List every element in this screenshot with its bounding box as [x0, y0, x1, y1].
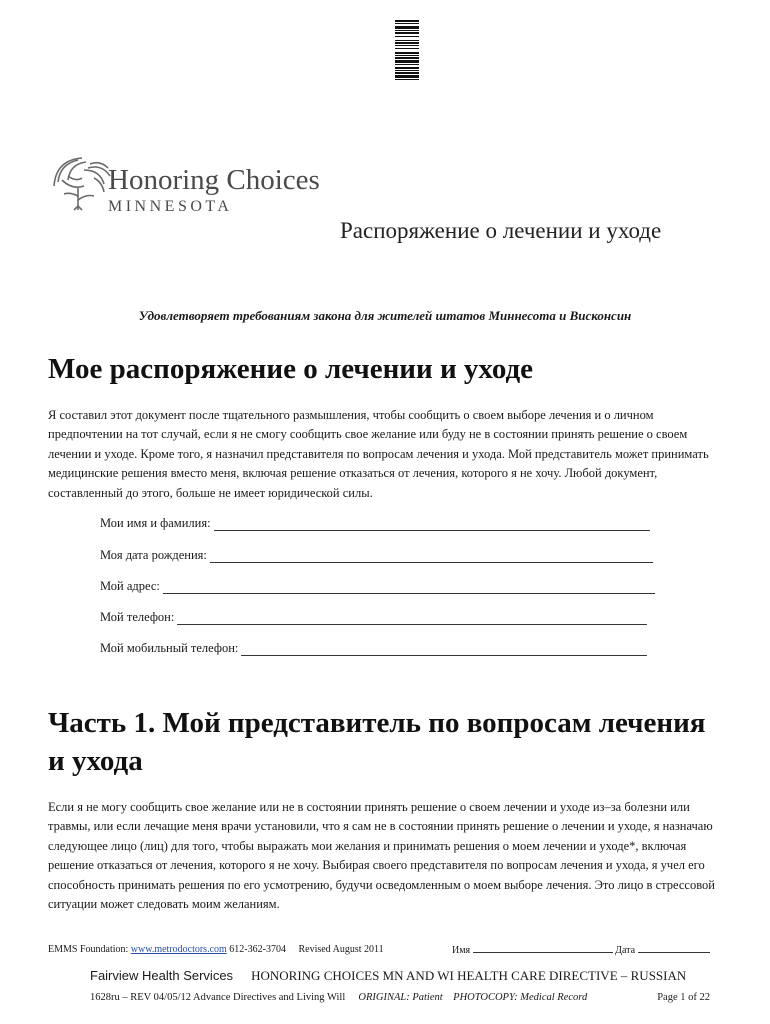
intro-paragraph: Я составил этот документ после тщательного размышления, чтобы сообщить о своем выборе лечения и о личном предпочтении на тот случай, если я не смогу сообщить свое желание или буду не в состоянии принять решение о своем лечении и уходе. Кроме того, я назначил представителя по вопросам лечения и ухода. Мой представитель может принимать медицинские решения вместо меня, включая решение отказаться от лечения, которого я не хочу. Любой документ, составленный до этого, больше не имеет юридической силы. [48, 408, 709, 500]
field-line[interactable] [177, 612, 647, 625]
footer-title-row [90, 968, 686, 984]
field-phone[interactable] [100, 610, 647, 625]
form-code: 1628ru – REV 04/05/12 Advance Directives and Living Will [90, 992, 346, 1003]
logo-state: MINNESOTA [108, 198, 233, 215]
document-title: Распоряжение о лечении и уходе [340, 218, 662, 243]
barcode [395, 20, 419, 112]
field-label: Мой телефон: [100, 610, 175, 624]
field-label: Мой адрес: [100, 579, 160, 593]
footer-emms [48, 944, 384, 955]
name-label: Имя [452, 945, 471, 956]
photocopy-note: PHOTOCOPY: Medical Record [453, 992, 588, 1003]
part1-paragraph: Если я не могу сообщить свое желание или не в состоянии принять решение о своем лечении и уходе из–за болезни или травмы, или если лечащие меня врачи установили, что я сам не в состоянии принять решение о лечении и уходе, я назначаю следующее лицо (лиц) для того, чтобы выражать мои желания и принимать решения о моем лечении и уходе*, включая решение отказаться от лечения, которого я не хочу. Выбирая своего представителя по вопросам лечения и ухода, я учел его способность принимать решения по его усмотрению, будучи осведомленным о моем выборе лечения. Это лицо в стрессовой ситуации может следовать моим желаниям. [48, 800, 715, 912]
page-number: Page 1 of 22 [657, 992, 710, 1003]
part1-heading [48, 704, 705, 780]
part1-heading-line1: Часть 1. Мой представитель по вопросам лечения [48, 707, 706, 739]
field-label: Мои имя и фамилия: [100, 516, 211, 530]
date-label: Дата [615, 945, 636, 956]
field-full-name[interactable] [100, 516, 650, 531]
org-name: Fairview Health Services [90, 968, 234, 983]
field-mobile-phone[interactable] [100, 641, 647, 656]
field-address[interactable] [100, 579, 655, 594]
footer-code-row [90, 992, 730, 1003]
part1-heading-line2: и ухода [48, 745, 143, 777]
emms-link[interactable]: www.metrodoctors.com [130, 944, 227, 955]
field-label: Мой мобильный телефон: [100, 641, 239, 655]
footer-signature [452, 944, 710, 956]
intro-heading: Мое распоряжение о лечении и уходе [48, 353, 534, 385]
revised-date: Revised August 2011 [298, 944, 384, 955]
logo-name: Honoring Choices [108, 164, 320, 196]
emms-label: EMMS Foundation: [48, 944, 129, 955]
directive-title: HONORING CHOICES MN AND WI HEALTH CARE DIRECTIVE – RUSSIAN [251, 968, 687, 983]
field-line[interactable] [241, 643, 647, 656]
field-line[interactable] [214, 518, 650, 531]
legal-subtitle: Удовлетворяет требованиям закона для жителей штатов Миннесота и Висконсин [138, 308, 632, 323]
field-label: Моя дата рождения: [100, 548, 207, 562]
field-birth-date[interactable] [100, 548, 653, 563]
logo-text [108, 165, 320, 216]
date-line[interactable] [638, 944, 710, 953]
barcode-bar [395, 80, 419, 82]
name-line[interactable] [473, 944, 613, 953]
field-line[interactable] [210, 550, 653, 563]
emms-phone: 612-362-3704 [229, 944, 286, 955]
field-line[interactable] [163, 581, 655, 594]
original-note: ORIGINAL: Patient [358, 992, 443, 1003]
